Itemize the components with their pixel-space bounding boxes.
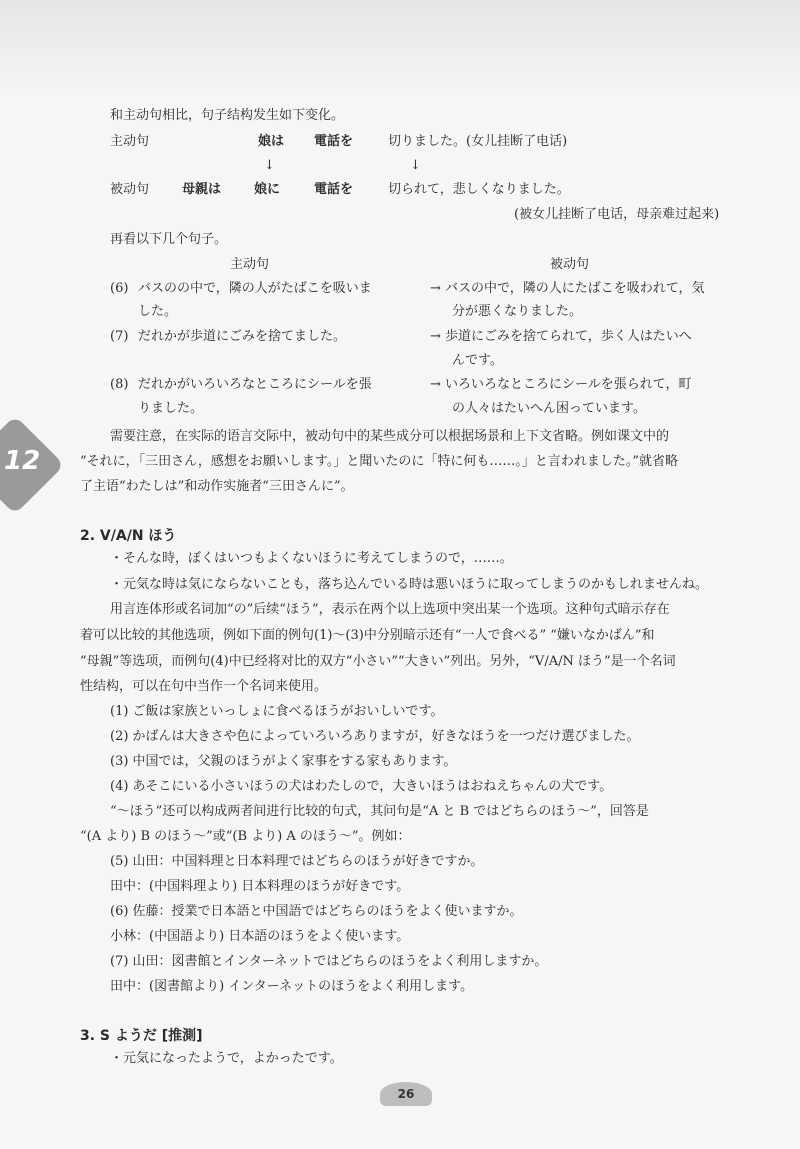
section-2-explanation: 性结构，可以在句中当作一个名词来使用。: [80, 679, 328, 694]
example-number: (6): [110, 281, 129, 296]
example-active: だれかが歩道にごみを捨てました。: [138, 329, 347, 344]
example-active: りました。: [138, 401, 204, 416]
section-2-bullet: ・そんな時，ぼくはいつもよくないほうに考えてしまうので，……。: [110, 551, 513, 566]
section-2-example: (3) 中国では，父親のほうがよく家事をする家もあります。: [110, 754, 457, 769]
section-2-example: (2) かばんは大きさや色によっていろいろありますが，好きなほうを一つだけ選びました。: [110, 729, 640, 744]
chapter-number: 12: [4, 446, 41, 476]
passive-part: 娘に: [254, 182, 281, 197]
example-active: だれかがいろいろなところにシールを張: [138, 377, 372, 392]
section-2-explanation-2: “(A より) B のほう～”或“(B より) A のほう～”。例如：: [80, 829, 411, 844]
section-2-bullet: ・元気な時は気にならないことも，落ち込んでいる時は悪いほうに取ってしまうのかもしれませんね。: [110, 577, 709, 592]
passive-part: 切られて，悲しくなりました。: [388, 182, 570, 197]
section-2-dialog: 小林：(中国語より) 日本語のほうをよく使います。: [110, 929, 410, 944]
passive-translation: (被女儿挂断了电话，母亲难过起来): [514, 207, 720, 222]
section-2-dialog: (7) 山田：図書館とインターネットではどちらのほうをよく利用しますか。: [110, 954, 548, 969]
col-active: 主动句: [230, 257, 270, 272]
passive-part: 電話を: [314, 182, 354, 197]
arrow: ↓: [264, 158, 275, 173]
section-2-dialog: (5) 山田：中国料理と日本料理ではどちらのほうが好きですか。: [110, 854, 484, 869]
intro-text: 和主动句相比，句子结构发生如下变化。: [110, 108, 345, 123]
section-2-dialog: 田中：(中国料理より) 日本料理のほうが好きです。: [110, 879, 410, 894]
col-passive: 被动句: [550, 257, 590, 272]
example-passive: → いろいろなところにシールを張られて，町: [430, 377, 692, 392]
active-label: 主动句: [110, 134, 150, 149]
active-part: 電話を: [314, 134, 354, 149]
section-2-explanation: “母親”等选项，而例句(4)中已经将对比的双方“小さい”“大きい”列出。另外，“V/A/N ほう”是一个名词: [80, 654, 676, 669]
active-part: 切りました。(女儿挂断了电话): [388, 134, 568, 149]
example-passive: → バスの中で，隣の人にたばこを吸われて，気: [430, 281, 705, 296]
example-number: (7): [110, 329, 129, 344]
active-part: 娘は: [258, 134, 285, 149]
section-2-title: 2. V/A/N ほう: [80, 528, 177, 544]
more-text: 再看以下几个句子。: [110, 232, 228, 247]
example-passive: の人々はたいへん困っています。: [452, 401, 646, 416]
example-active: した。: [138, 304, 178, 319]
example-active: バスのの中で，隣の人がたばこを吸いま: [138, 281, 372, 296]
arrow: ↓: [410, 158, 421, 173]
passive-part: 母親は: [182, 182, 222, 197]
example-number: (8): [110, 377, 129, 392]
example-passive: → 歩道にごみを捨てられて，歩く人はたいへ: [430, 329, 692, 344]
note-line: 了主语“わたしは”和动作实施者“三田さんに”。: [80, 479, 354, 494]
page-header-shade: [0, 0, 800, 100]
example-passive: んです。: [452, 353, 503, 368]
note-line: “それに，「三田さん，感想をお願いします。」と聞いたのに「特に何も……。」と言われました。”就省略: [80, 454, 679, 469]
section-3-bullet: ・元気になったようで，よかったです。: [110, 1051, 343, 1066]
section-2-explanation: 用言连体形或名词加“の”后续“ほう”，表示在两个以上选项中突出某一个选项。这种句式暗示存在: [110, 602, 670, 617]
section-2-example: (1) ご飯は家族といっしょに食べるほうがおいしいです。: [110, 704, 444, 719]
section-3-title: 3. S ようだ [推測]: [80, 1028, 203, 1044]
example-passive: 分が悪くなりました。: [452, 304, 583, 319]
section-2-explanation-2: “～ほう”还可以构成两者间进行比较的句式，其问句是“A と B ではどちらのほう～”，回答是: [110, 804, 649, 819]
passive-label: 被动句: [110, 182, 150, 197]
page-number: 26: [380, 1082, 432, 1106]
section-2-dialog: (6) 佐藤：授業で日本語と中国語ではどちらのほうをよく使いますか。: [110, 904, 523, 919]
note-line: 需要注意，在实际的语言交际中，被动句中的某些成分可以根据场景和上下文省略。例如课文中的: [110, 429, 670, 444]
section-2-example: (4) あそこにいる小さいほうの犬はわたしので，大きいほうはおねえちゃんの犬です。: [110, 779, 613, 794]
section-2-dialog: 田中：(図書館より) インターネットのほうをよく利用します。: [110, 979, 474, 994]
section-2-explanation: 着可以比较的其他选项，例如下面的例句(1)～(3)中分别暗示还有“一人で食べる” “嫌いなかばん”和: [80, 628, 655, 643]
